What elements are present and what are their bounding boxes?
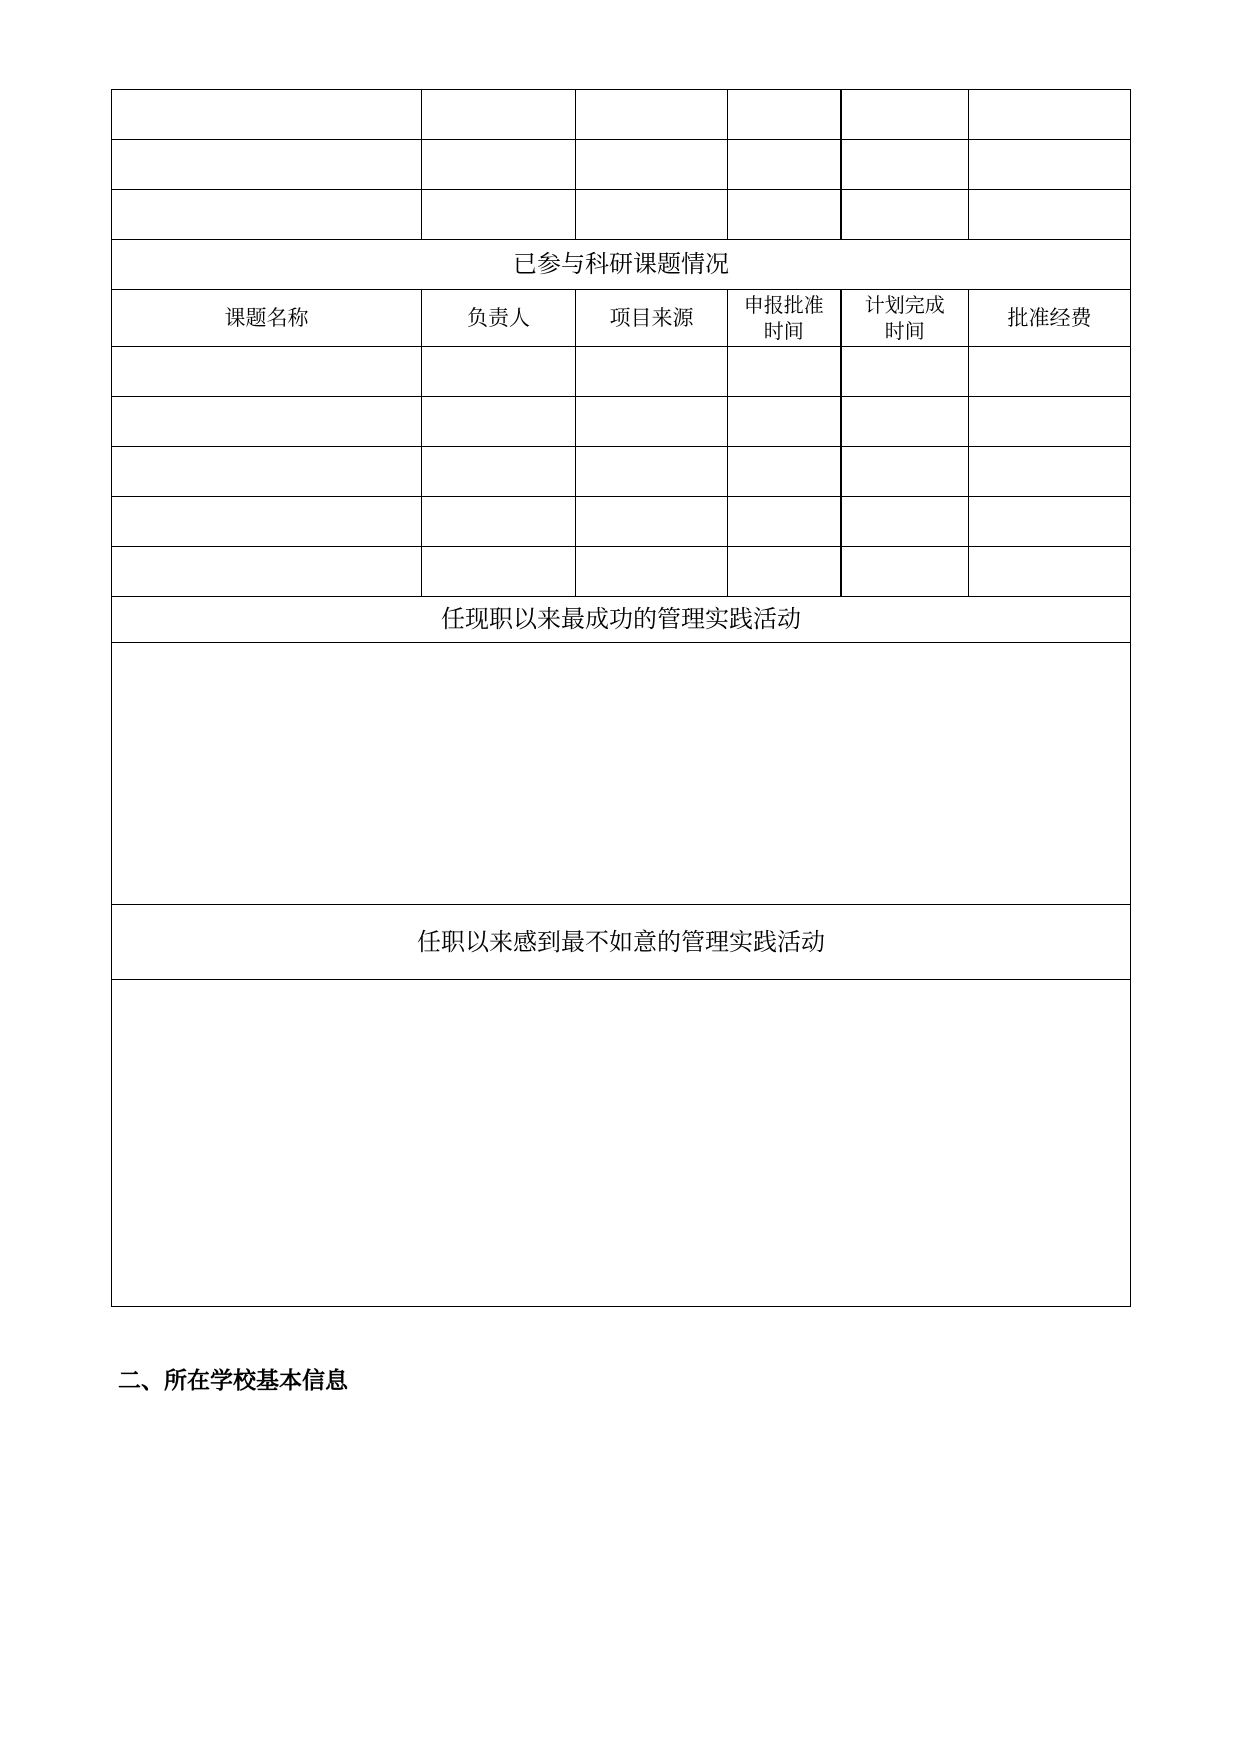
table-cell[interactable] [112, 347, 422, 397]
research-title-row [112, 240, 1131, 290]
research-header-row [112, 290, 1131, 347]
table-cell[interactable] [112, 190, 422, 240]
table-cell[interactable] [422, 90, 576, 140]
table-cell[interactable] [969, 90, 1131, 140]
section-two-heading: 二、所在学校基本信息 [118, 1368, 348, 1394]
table-row [112, 190, 1131, 240]
table-cell[interactable] [576, 140, 728, 190]
table-cell[interactable] [576, 397, 728, 447]
table-cell[interactable] [728, 347, 841, 397]
application-form-table [111, 89, 1131, 1307]
success-activity-content[interactable] [112, 643, 1131, 905]
table-cell[interactable] [969, 397, 1131, 447]
table-cell[interactable] [112, 547, 422, 597]
table-row [112, 447, 1131, 497]
table-cell[interactable] [728, 140, 841, 190]
table-cell[interactable] [728, 497, 841, 547]
table-row [112, 547, 1131, 597]
table-row [112, 90, 1131, 140]
success-content-row [112, 643, 1131, 905]
column-header-project-source: 项目来源 [576, 290, 728, 347]
column-header-approved-funding: 批准经费 [969, 290, 1131, 347]
table-cell[interactable] [112, 140, 422, 190]
table-cell[interactable] [576, 447, 728, 497]
unsatisfying-activity-content[interactable] [112, 980, 1131, 1307]
table-cell[interactable] [422, 140, 576, 190]
table-cell[interactable] [969, 140, 1131, 190]
table-cell[interactable] [576, 190, 728, 240]
success-activity-title: 任现职以来最成功的管理实践活动 [112, 597, 1131, 643]
table-cell[interactable] [969, 190, 1131, 240]
table-cell[interactable] [112, 90, 422, 140]
table-cell[interactable] [576, 347, 728, 397]
table-cell[interactable] [728, 547, 841, 597]
table-cell[interactable] [728, 190, 841, 240]
table-cell[interactable] [112, 447, 422, 497]
column-header-planned-completion: 计划完成 时间 [841, 290, 969, 347]
table-cell[interactable] [576, 547, 728, 597]
table-cell[interactable] [422, 547, 576, 597]
table-cell[interactable] [576, 90, 728, 140]
table-cell[interactable] [422, 397, 576, 447]
table-cell[interactable] [841, 90, 969, 140]
table-cell[interactable] [841, 190, 969, 240]
success-title-row [112, 597, 1131, 643]
table-cell[interactable] [841, 497, 969, 547]
table-cell[interactable] [969, 497, 1131, 547]
table-row [112, 347, 1131, 397]
table-cell[interactable] [969, 447, 1131, 497]
table-cell[interactable] [841, 397, 969, 447]
table-cell[interactable] [112, 397, 422, 447]
table-cell[interactable] [841, 140, 969, 190]
column-header-leader: 负责人 [422, 290, 576, 347]
unsatisfying-title-row [112, 905, 1131, 980]
table-cell[interactable] [112, 497, 422, 547]
table-cell[interactable] [728, 447, 841, 497]
table-cell[interactable] [422, 347, 576, 397]
table-row [112, 497, 1131, 547]
column-header-project-name: 课题名称 [112, 290, 422, 347]
column-header-approval-time: 申报批准 时间 [728, 290, 841, 347]
table-cell[interactable] [422, 447, 576, 497]
table-cell[interactable] [969, 347, 1131, 397]
table-row [112, 397, 1131, 447]
table-cell[interactable] [576, 497, 728, 547]
table-cell[interactable] [728, 397, 841, 447]
table-cell[interactable] [422, 190, 576, 240]
table-cell[interactable] [841, 347, 969, 397]
table-row [112, 140, 1131, 190]
unsatisfying-activity-title: 任职以来感到最不如意的管理实践活动 [112, 905, 1131, 980]
table-cell[interactable] [841, 547, 969, 597]
unsatisfying-content-row [112, 980, 1131, 1307]
research-section-title: 已参与科研课题情况 [112, 240, 1131, 290]
table-cell[interactable] [969, 547, 1131, 597]
table-cell[interactable] [841, 447, 969, 497]
table-cell[interactable] [728, 90, 841, 140]
table-cell[interactable] [422, 497, 576, 547]
